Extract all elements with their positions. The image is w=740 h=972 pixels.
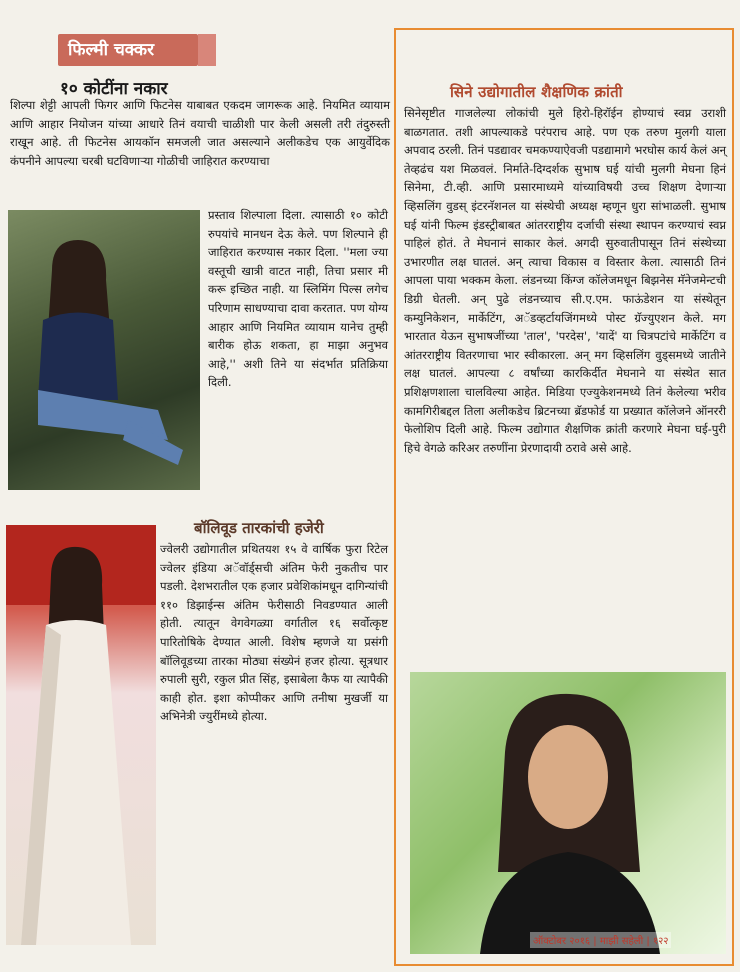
story3-paragraph: सिनेसृष्टीत गाजलेल्या लोकांची मुले हिरो-हिरॉईन होण्याचं स्वप्न उराशी बाळगतात. तशी आपल्याकडे परंपराच आहे. पण एक तरुण मुलगी याला अपवाद ठरली. तिनं पडद्यावर चमकण्याऐवजी पडद्यामागे भरघोस कार्य केलं अन् तेव्हढंच यश मिळवलं. निर्माते-दिग्दर्शक सुभाष घई यांची मुलगी मेघना हिनं सिनेमा, टी.व्ही. आणि प्रसारमाध्यमे यांच्याविषयी उच्च शिक्षण देणाऱ्या व्हिसलिंग वुडस् इंटरनॅशनल या संस्थेची अध्यक्ष म्हणून धुरा सांभाळली. सुभाष घई यांनी फिल्म इंडस्ट्रीबाबत आंतरराष्ट्रीय दर्जाची संस्था स्थापन करण्याचं स्वप्न पाहिलं होतं. ते मेघनानं साकार केलं. अगदी सुरुवातीपासून तिनं संस्थेच्या उभारणीत लक्ष घातलं. अन् त्याचा विकास व विस्तार केला. त्यासाठी तिनं आपला पाया भक्कम केला. लंडनच्या किंग्ज कॉलेजमधून बिझनेस मॅनेजमेन्टची डिग्री घेतली. अन् पुढे लंडनच्याच सी.ए.एम. फाऊंडेशन या संस्थेतून कम्युनिकेशन, मार्केटिंग, अॅडव्हर्टायजिंगमध्ये पोस्ट ग्रॅज्युएशन केले. मग भारतात येऊन सुभाषजींच्या 'ताल', 'परदेस', 'यादें' या चित्रपटांचे मार्केटिंग व आंतरराष्ट्रीय वितरणाचा भार स्वीकारला. अन् मग व्हिसलिंग वुड्समध्ये जातीने लक्ष घातलं. आपल्या ८ वर्षांच्या कारकिर्दीत मेघनाने या संस्थेत सात प्रशिक्षणशाला चालविल्या आहेत. मिडिया एज्युकेशनमध्ये तिनं केलेल्या भरीव कामगिरीबद्दल तिला अलीकडेच ब्रिटनच्या ब्रॅडफोर्ड या प्रख्यात कॉलेजने ऑनररी फेलोशिप दिली आहे. फिल्म उद्योगात शैक्षणिक क्रांती करणारे मेघना घई-पुरी हिचे वेगळे करिअर तरुणींना प्रेरणादायी ठरावे असे आहे. bbox=[404, 106, 726, 455]
section-badge: फिल्मी चक्कर bbox=[58, 34, 198, 66]
woman-portrait bbox=[410, 672, 726, 954]
shilpa-shetty-photo bbox=[8, 210, 200, 490]
meghna-ghai-photo bbox=[410, 672, 726, 954]
story1-paragraph-1: शिल्पा शेट्टी आपली फिगर आणि फिटनेस याबाबत एकदम जागरूक आहे. नियमित व्यायाम आणि आहार नियोजन यांच्या आधारे तिनं वयाची चाळीशी पार केली असली तरी तंदुरुस्ती राखून आहे. ती फिटनेस आयकॉन समजली जात असल्याने अलीकडेच एक आयुर्वेदिक कंपनीने आपल्या चरबी घटविणाऱ्या गोळीची जाहिरात करण्याचा bbox=[10, 98, 390, 168]
story1-paragraph-2: प्रस्ताव शिल्पाला दिला. त्यासाठी १० कोटी रुपयांचे मानधन देऊ केले. पण शिल्पाने ही जाहिरात करण्यास नकार दिला. ''मला ज्या वस्तूची खात्री वाटत नाही, तिचा प्रसार मी करू इच्छित नाही. या स्लिमिंग पिल्स लगेच परिणाम साधण्याचा दावा करतात. पण योग्य आहार आणि नियमित व्यायाम यानेच तुम्ही बारीक होऊ शकता, हा माझा अनुभव आहे,'' अशी तिने या संदर्भात प्रतिक्रिया दिली. bbox=[208, 208, 389, 390]
story2-title: बॉलिवूड तारकांची हजेरी bbox=[194, 519, 324, 537]
story3-title: सिने उद्योगातील शैक्षणिक क्रांती bbox=[450, 83, 623, 101]
bollywood-actress-photo bbox=[6, 525, 156, 945]
story1-title: १० कोटींना नकार bbox=[60, 79, 168, 99]
woman-seated-figure bbox=[8, 210, 200, 490]
story2-paragraph: ज्वेलरी उद्योगातील प्रथितयश १५ वे वार्षिक फुरा रिटेल ज्वेलर इंडिया अॅवॉर्ड्सची अंतिम फेरी नुकतीच पार पडली. देशभरातील एक हजार प्रवेशिकांमधून दागिन्यांची ११० डिझाईन्स अंतिम फेरीसाठी निवडण्यात आली होती. त्यातून वेगवेगळ्या वर्गातील १६ सर्वोत्कृष्ट पारितोषिके देण्यात आली. विशेष म्हणजे या प्रसंगी बॉलिवूडच्या तारका मोठ्या संख्येनं हजर होत्या. सूत्रधार रुपाली सुरी, रकुल प्रीत सिंह, इसाबेला कैफ या त्यापैकी काही होत. इशा कोप्पीकर आणि तनीषा मुखर्जी या अभिनेत्री ज्युरींमध्ये होत्या. bbox=[160, 542, 388, 724]
actress-figure bbox=[6, 525, 156, 945]
page-footer: ऑक्टोबर २०१६ | माझी सहेली | १२२ bbox=[530, 932, 671, 948]
